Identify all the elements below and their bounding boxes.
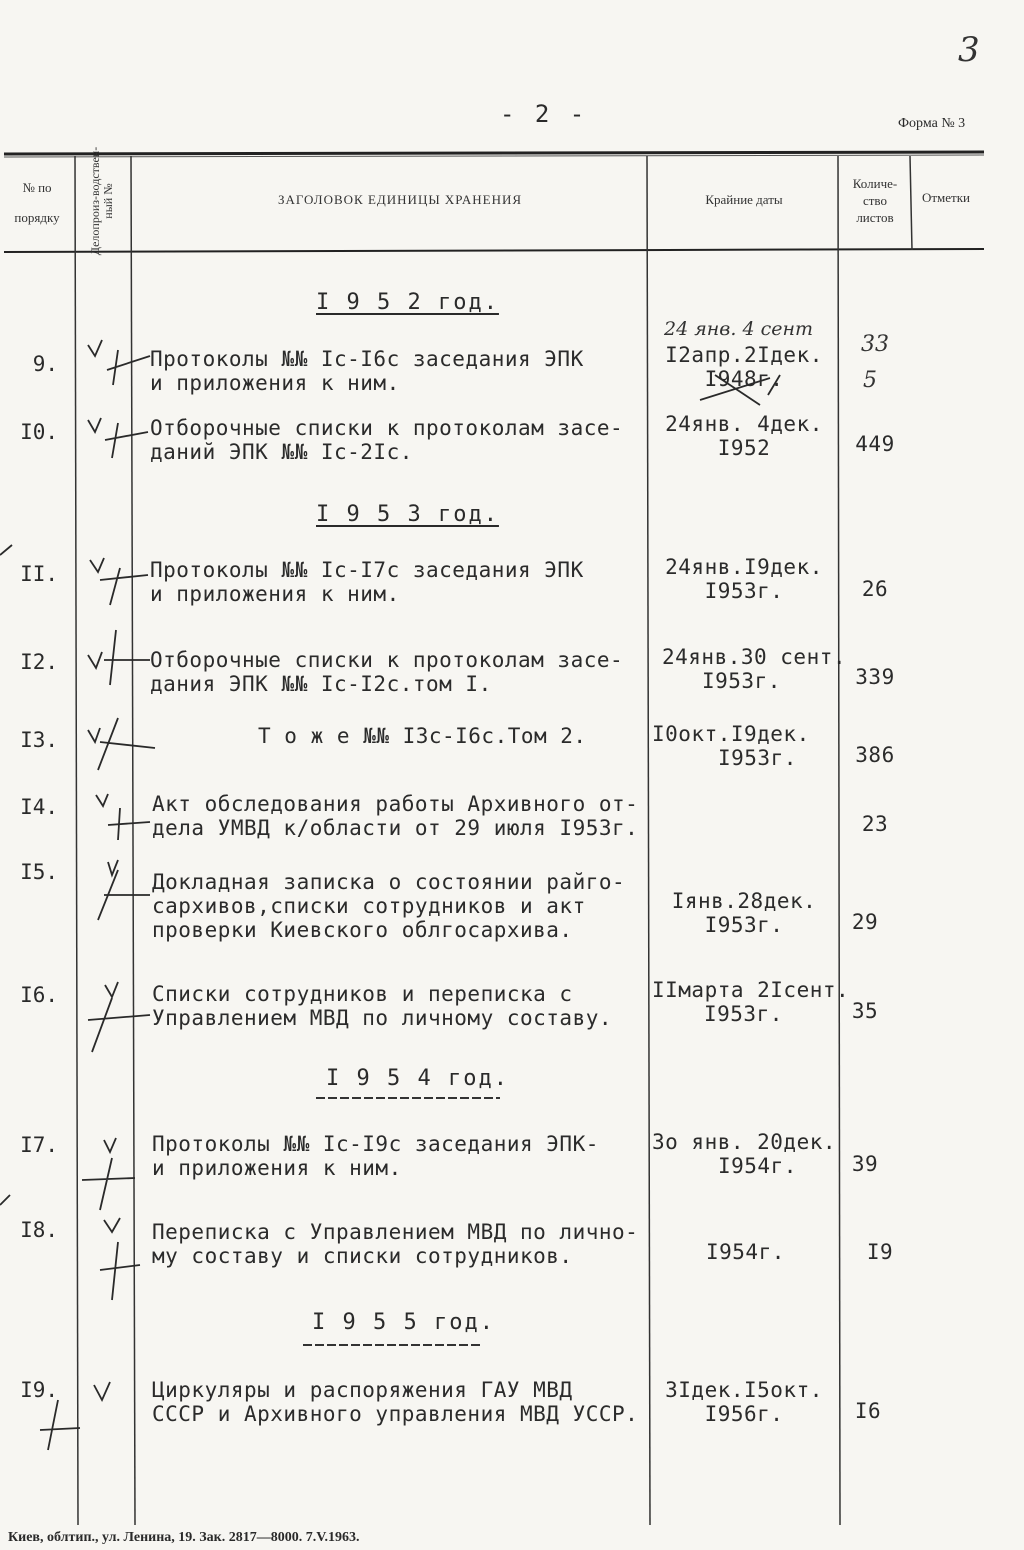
- header-notes: Отметки: [921, 190, 971, 205]
- row-number: I8.: [20, 1218, 58, 1242]
- row-dates: I0окт.I9дек. I953г.: [652, 722, 810, 770]
- row-title: Списки сотрудников и переписка с Управлением МВД по личному составу.: [152, 982, 613, 1030]
- row-title: Отборочные списки к протоколам засе- даний ЭПК №№ Iс-2Iс.: [150, 416, 624, 464]
- row-title: Протоколы №№ Iс-I6с заседания ЭПК и приложения к ним.: [150, 347, 584, 395]
- year-heading-1954: I 9 5 4 год.: [326, 1066, 509, 1091]
- row-dates: 24янв.I9дек. I953г.: [665, 555, 823, 603]
- row-sheets: 33: [861, 332, 889, 357]
- row-title: Отборочные списки к протоколам засе- дания ЭПК №№ Iс-I2с.том I.: [150, 648, 624, 696]
- row-sheets: I9: [866, 1240, 894, 1264]
- row-title: Протоколы №№ Iс-I7с заседания ЭПК и приложения к ним.: [150, 558, 584, 606]
- year-heading-1953: I 9 5 3 год.: [316, 502, 499, 527]
- header-number: № по порядку: [14, 180, 60, 225]
- row-sheets: 23: [861, 812, 889, 836]
- row-sheets-handwritten: 5: [863, 368, 877, 393]
- header-office-no: Делопроиз-водствен-ный №: [88, 146, 115, 256]
- row-sheets: 386: [855, 743, 895, 767]
- row-title: Переписка с Управлением МВД по лично- му составу и списки сотрудников.: [152, 1220, 639, 1268]
- row-sheets: 29: [851, 910, 879, 934]
- row-sheets: 449: [855, 432, 895, 456]
- header-sheets: Количе- ство листов: [852, 176, 898, 225]
- row-sheets: 26: [861, 577, 889, 601]
- row-title: Циркуляры и распоряжения ГАУ МВД СССР и Архивного управления МВД УССР.: [152, 1378, 639, 1426]
- row-sheets: 339: [855, 665, 895, 689]
- row-number: I5.: [20, 860, 58, 884]
- row-number: I6.: [20, 983, 58, 1007]
- row-number: 9.: [32, 352, 58, 376]
- row-dates: 24янв. 4дек. I952: [665, 412, 823, 460]
- row-sheets: 39: [851, 1152, 879, 1176]
- year-heading-1952: I 9 5 2 год.: [316, 290, 499, 315]
- row-title: Докладная записка о состоянии райго- сархивов,списки сотрудников и акт проверки Киевского облгосархива.: [152, 870, 626, 942]
- row-dates: IIмарта 2Iсент. I953г.: [652, 978, 850, 1026]
- row-number: I7.: [20, 1133, 58, 1157]
- header-title: ЗАГОЛОВОК ЕДИНИЦЫ ХРАНЕНИЯ: [277, 192, 523, 207]
- row-sheets: I6: [854, 1399, 882, 1423]
- year-heading-1955: I 9 5 5 год.: [312, 1310, 495, 1335]
- row-date-handwritten: 24 янв. 4 сент: [664, 318, 813, 340]
- form-label: Форма № 3: [898, 116, 966, 131]
- row-dates: Iянв.28дек. I953г.: [671, 889, 817, 937]
- row-title: Т о ж е №№ I3с-I6с.Том 2.: [258, 724, 587, 748]
- footer-imprint: Киев, облтип., ул. Ленина, 19. Зак. 2817—8000. 7.V.1963.: [8, 1530, 360, 1545]
- row-sheets: 35: [851, 999, 879, 1023]
- row-dates: I2апр.2Iдек. I948г.: [665, 343, 823, 391]
- row-title: Акт обследования работы Архивного от- дела УМВД к/области от 29 июля I953г.: [152, 792, 639, 840]
- row-number: I0.: [20, 420, 58, 444]
- row-dates: 3Iдек.I5окт. I956г.: [665, 1378, 823, 1426]
- row-number: I2.: [20, 650, 58, 674]
- row-dates: I954г.: [706, 1240, 785, 1264]
- page-number: - 2 -: [500, 100, 588, 128]
- header-dates: Крайние даты: [705, 192, 783, 207]
- row-title: Протоколы №№ Iс-I9с заседания ЭПК- и приложения к ним.: [152, 1132, 599, 1180]
- row-number: I9.: [20, 1378, 58, 1402]
- row-number: I4.: [20, 795, 58, 819]
- sheet-number-handwritten: 3: [958, 30, 980, 70]
- row-dates: 24янв.30 сент. I953г.: [662, 645, 847, 693]
- row-dates: 3о янв. 20дек. I954г.: [652, 1130, 837, 1178]
- row-number: I3.: [20, 728, 58, 752]
- row-number: II.: [20, 562, 58, 586]
